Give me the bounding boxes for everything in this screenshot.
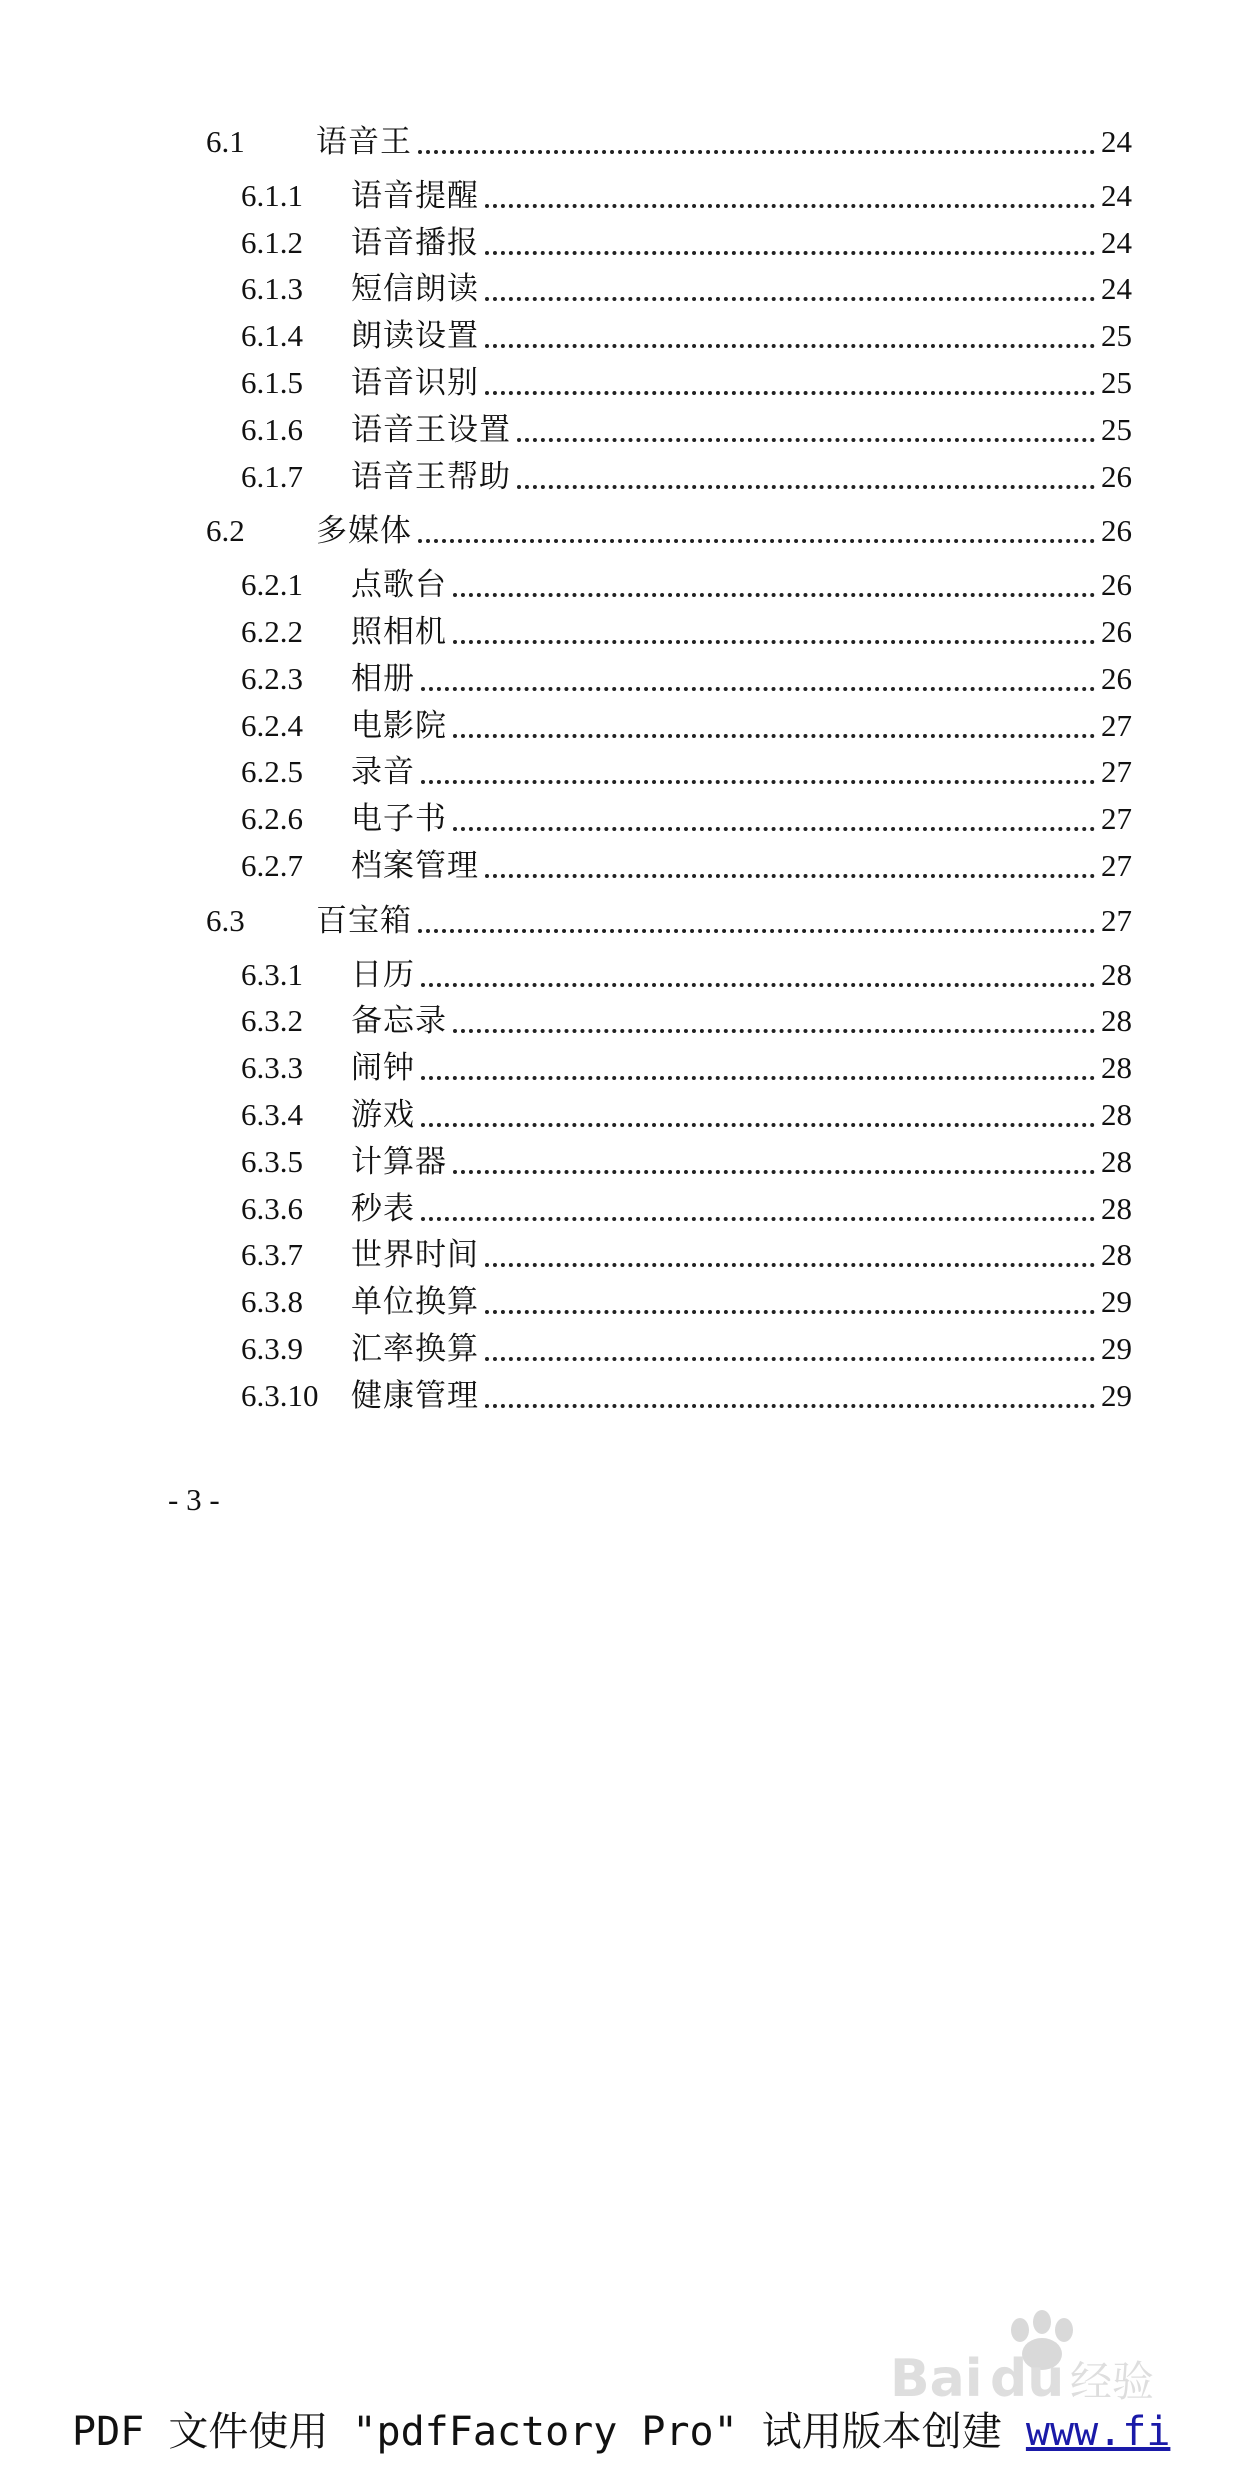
toc-title: 世界时间 [351, 1237, 479, 1274]
toc-page-number: 25 [1101, 318, 1132, 354]
toc-entry-6-3-5[interactable] [241, 1142, 1132, 1182]
toc-entry-6-2-5[interactable] [241, 752, 1132, 792]
toc-entry-6-1-3[interactable] [241, 269, 1132, 309]
toc-entry-6-2-3[interactable] [241, 659, 1132, 699]
toc-page-number: 27 [1101, 848, 1132, 883]
toc-page-number: 27 [1101, 707, 1132, 743]
toc-entry-6-1-7[interactable] [241, 457, 1132, 497]
toc-entry-6-1-4[interactable] [241, 316, 1132, 356]
toc-title: 闹钟 [351, 1050, 415, 1087]
toc-title: 百宝箱 [316, 902, 412, 939]
dot-leader [421, 1076, 1095, 1080]
dot-leader [485, 344, 1095, 348]
toc-page-number: 24 [1101, 224, 1132, 260]
toc-page-number: 28 [1101, 1097, 1132, 1132]
toc-number: 6.1.7 [241, 458, 303, 494]
toc-entry-6-1-2[interactable] [241, 223, 1132, 263]
toc-number: 6.2 [206, 513, 245, 549]
toc-number: 6.3.5 [241, 1143, 303, 1179]
toc-entry-6-2-2[interactable] [241, 612, 1132, 652]
toc-page-number: 26 [1101, 513, 1132, 549]
toc-page-number: 24 [1101, 124, 1132, 159]
toc-page-number: 28 [1101, 1190, 1132, 1226]
toc-entry-6-3[interactable] [206, 901, 1132, 941]
toc-number: 6.2.6 [241, 801, 303, 837]
toc-title: 秒表 [351, 1190, 415, 1227]
toc-number: 6.3.10 [241, 1377, 319, 1413]
toc-title: 语音王帮助 [351, 458, 511, 495]
svg-text:du: du [990, 2349, 1065, 2409]
toc-number: 6.3.6 [241, 1190, 303, 1226]
toc-number: 6.3.1 [241, 956, 303, 992]
toc-title: 语音王 [316, 124, 412, 160]
toc-title: 录音 [351, 754, 415, 791]
toc-title: 点歌台 [351, 567, 447, 604]
toc-entry-6-3-2[interactable] [241, 1001, 1132, 1041]
dot-leader [421, 983, 1095, 987]
toc-title: 语音王设置 [351, 411, 511, 448]
dot-leader [421, 1217, 1095, 1221]
dot-leader [485, 204, 1095, 208]
toc-entry-6-2-4[interactable] [241, 706, 1132, 746]
toc-page-number: 27 [1101, 801, 1132, 837]
toc-entry-6-2-7[interactable] [241, 846, 1132, 886]
dot-leader [485, 1404, 1095, 1408]
dot-leader [485, 1357, 1095, 1361]
toc-page-number: 26 [1101, 567, 1132, 603]
toc-page-number: 28 [1101, 1143, 1132, 1179]
toc-number: 6.1.5 [241, 365, 303, 400]
dot-leader [517, 438, 1095, 442]
toc-entry-6-3-3[interactable] [241, 1048, 1132, 1088]
toc-title: 游戏 [351, 1097, 415, 1133]
toc-title: 短信朗读 [351, 271, 479, 308]
dot-leader [453, 640, 1095, 644]
toc-page-number: 27 [1101, 902, 1132, 938]
toc-title: 多媒体 [316, 513, 412, 550]
toc-entry-6-1[interactable] [206, 122, 1132, 162]
svg-text:经验: 经验 [1070, 2357, 1155, 2406]
baidu-jingyan-watermark [880, 2300, 1180, 2410]
toc-entry-6-2-6[interactable] [241, 799, 1132, 839]
toc-title: 档案管理 [351, 848, 479, 884]
toc-entry-6-3-4[interactable] [241, 1095, 1132, 1135]
toc-number: 6.3.8 [241, 1284, 303, 1320]
toc-page-number: 29 [1101, 1331, 1132, 1366]
toc-page-number: 28 [1101, 1003, 1132, 1039]
dot-leader [453, 827, 1095, 831]
dot-leader [421, 687, 1095, 691]
toc-entry-6-3-8[interactable] [241, 1282, 1132, 1322]
toc-number: 6.1.1 [241, 177, 303, 213]
toc-number: 6.3.4 [241, 1097, 303, 1132]
pdf-footer [72, 2400, 1170, 2457]
dot-leader [418, 150, 1095, 154]
toc-page-number: 29 [1101, 1284, 1132, 1320]
toc-page-number: 26 [1101, 660, 1132, 696]
toc-number: 6.2.5 [241, 754, 303, 790]
toc-title: 日历 [351, 956, 415, 993]
toc-title: 健康管理 [351, 1377, 479, 1414]
toc-entry-6-1-6[interactable] [241, 410, 1132, 450]
toc-number: 6.2.1 [241, 567, 303, 603]
toc-entry-6-2[interactable] [206, 511, 1132, 551]
dot-leader [485, 297, 1095, 301]
toc-number: 6.3.9 [241, 1331, 303, 1366]
toc-page-number: 26 [1101, 458, 1132, 494]
toc-page-number: 25 [1101, 365, 1132, 400]
toc-entry-6-3-1[interactable] [241, 955, 1132, 995]
toc-number: 6.2.3 [241, 660, 303, 696]
toc-entry-6-3-9[interactable] [241, 1329, 1132, 1369]
toc-title: 备忘录 [351, 1003, 447, 1040]
toc-number: 6.3 [206, 902, 245, 938]
toc-title: 照相机 [351, 614, 447, 650]
svg-text:Bai: Bai [890, 2349, 983, 2409]
toc-page-number: 28 [1101, 1237, 1132, 1273]
toc-page-number: 24 [1101, 271, 1132, 307]
toc-number: 6.1.2 [241, 224, 303, 260]
page-number: - 3 - [168, 1482, 220, 1517]
toc-number: 6.3.7 [241, 1237, 303, 1273]
dot-leader [418, 539, 1095, 543]
toc-title: 单位换算 [351, 1284, 479, 1321]
toc-page-number: 26 [1101, 614, 1132, 649]
toc-number: 6.1 [206, 124, 245, 159]
dot-leader [453, 1170, 1095, 1174]
toc-page-number: 29 [1101, 1377, 1132, 1413]
dot-leader [421, 1123, 1095, 1127]
toc-entry-6-1-5[interactable] [241, 363, 1132, 403]
toc-entry-6-1-1[interactable] [241, 176, 1132, 216]
toc-page-number: 28 [1101, 956, 1132, 992]
toc-page-number: 24 [1101, 177, 1132, 213]
toc-title: 语音识别 [351, 365, 479, 401]
toc-number: 6.1.3 [241, 271, 303, 307]
dot-leader [453, 593, 1095, 597]
footer-link[interactable]: www.fi [1025, 2409, 1171, 2455]
toc-entry-6-3-10[interactable] [241, 1376, 1132, 1416]
toc-title: 计算器 [351, 1143, 447, 1180]
dot-leader [485, 251, 1095, 255]
toc-number: 6.1.4 [241, 318, 303, 354]
toc-page-number: 28 [1101, 1050, 1132, 1086]
toc-number: 6.1.6 [241, 411, 303, 447]
dot-leader [485, 1310, 1095, 1314]
toc-title: 语音提醒 [351, 177, 479, 214]
toc-entry-6-3-7[interactable] [241, 1235, 1132, 1275]
toc-title: 电子书 [351, 801, 447, 838]
toc-number: 6.3.3 [241, 1050, 303, 1086]
toc-number: 6.2.2 [241, 614, 303, 649]
dot-leader [421, 780, 1095, 784]
dot-leader [453, 734, 1095, 738]
toc-number: 6.2.4 [241, 707, 303, 743]
toc-entry-6-2-1[interactable] [241, 565, 1132, 605]
dot-leader [517, 485, 1095, 489]
toc-number: 6.2.7 [241, 848, 303, 883]
dot-leader [418, 929, 1095, 933]
footer-text: PDF 文件使用 "pdfFactory Pro" 试用版本创建 [72, 2409, 1002, 2455]
dot-leader [485, 391, 1095, 395]
dot-leader [485, 874, 1095, 878]
dot-leader [485, 1263, 1095, 1267]
toc-number: 6.3.2 [241, 1003, 303, 1039]
toc-page-number: 27 [1101, 754, 1132, 790]
dot-leader [453, 1029, 1095, 1033]
toc-entry-6-3-6[interactable] [241, 1189, 1132, 1229]
toc-title: 相册 [351, 660, 415, 697]
toc-title: 朗读设置 [351, 318, 479, 355]
toc-title: 语音播报 [351, 224, 479, 261]
toc-title: 电影院 [351, 707, 447, 744]
toc-title: 汇率换算 [351, 1331, 479, 1367]
toc-page-number: 25 [1101, 411, 1132, 447]
